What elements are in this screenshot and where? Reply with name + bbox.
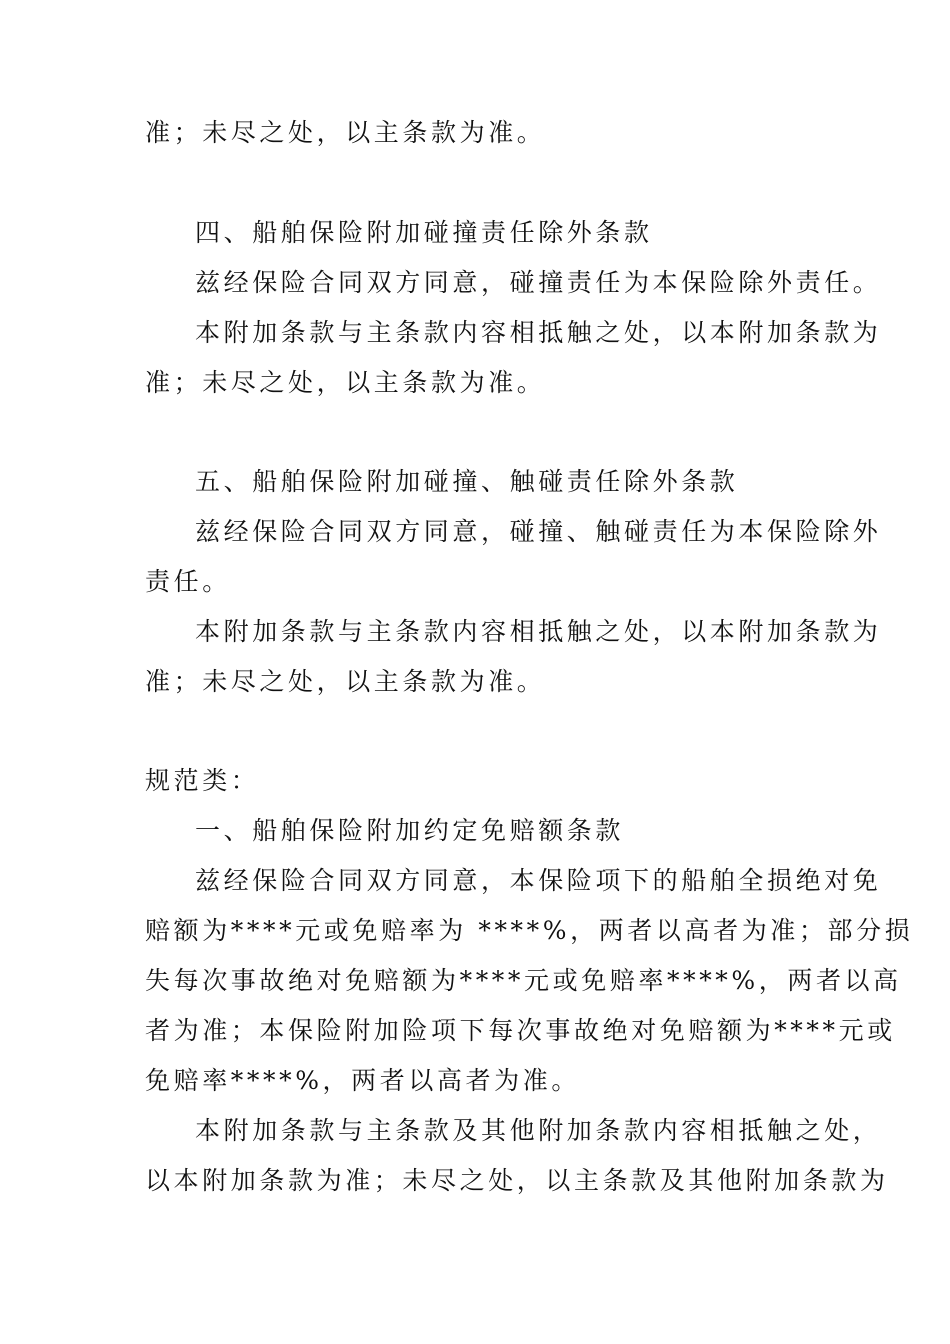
- section-heading: 一、船舶保险附加约定免赔额条款: [195, 816, 625, 845]
- paragraph-line: 兹经保险合同双方同意，本保险项下的船舶全损绝对免: [195, 866, 882, 895]
- paragraph-line: 准；未尽之处，以主条款为准。: [145, 667, 546, 696]
- paragraph-line: 赔额为****元或免赔率为 ****%，两者以高者为准；部分损: [145, 916, 914, 945]
- paragraph-line: 兹经保险合同双方同意，碰撞、触碰责任为本保险除外: [195, 517, 882, 546]
- paragraph-line: 准；未尽之处，以主条款为准。: [145, 368, 546, 397]
- paragraph-line: 本附加条款与主条款内容相抵触之处，以本附加条款为: [195, 318, 882, 347]
- paragraph-line: 以本附加条款为准；未尽之处，以主条款及其他附加条款为: [145, 1166, 889, 1195]
- paragraph-line: 本附加条款与主条款内容相抵触之处，以本附加条款为: [195, 617, 882, 646]
- section-heading: 五、船舶保险附加碰撞、触碰责任除外条款: [195, 467, 739, 496]
- paragraph-line: 责任。: [145, 567, 231, 596]
- paragraph-line: 准；未尽之处，以主条款为准。: [145, 118, 546, 147]
- category-heading: 规范类：: [145, 766, 260, 795]
- paragraph-line: 者为准；本保险附加险项下每次事故绝对免赔额为****元或: [145, 1016, 896, 1045]
- paragraph-line: 失每次事故绝对免赔额为****元或免赔率****%，两者以高: [145, 966, 902, 995]
- paragraph-line: 本附加条款与主条款及其他附加条款内容相抵触之处，: [195, 1116, 882, 1145]
- paragraph-line: 免赔率****%，两者以高者为准。: [145, 1066, 580, 1095]
- paragraph-line: 兹经保险合同双方同意，碰撞责任为本保险除外责任。: [195, 268, 882, 297]
- section-heading: 四、船舶保险附加碰撞责任除外条款: [195, 218, 653, 247]
